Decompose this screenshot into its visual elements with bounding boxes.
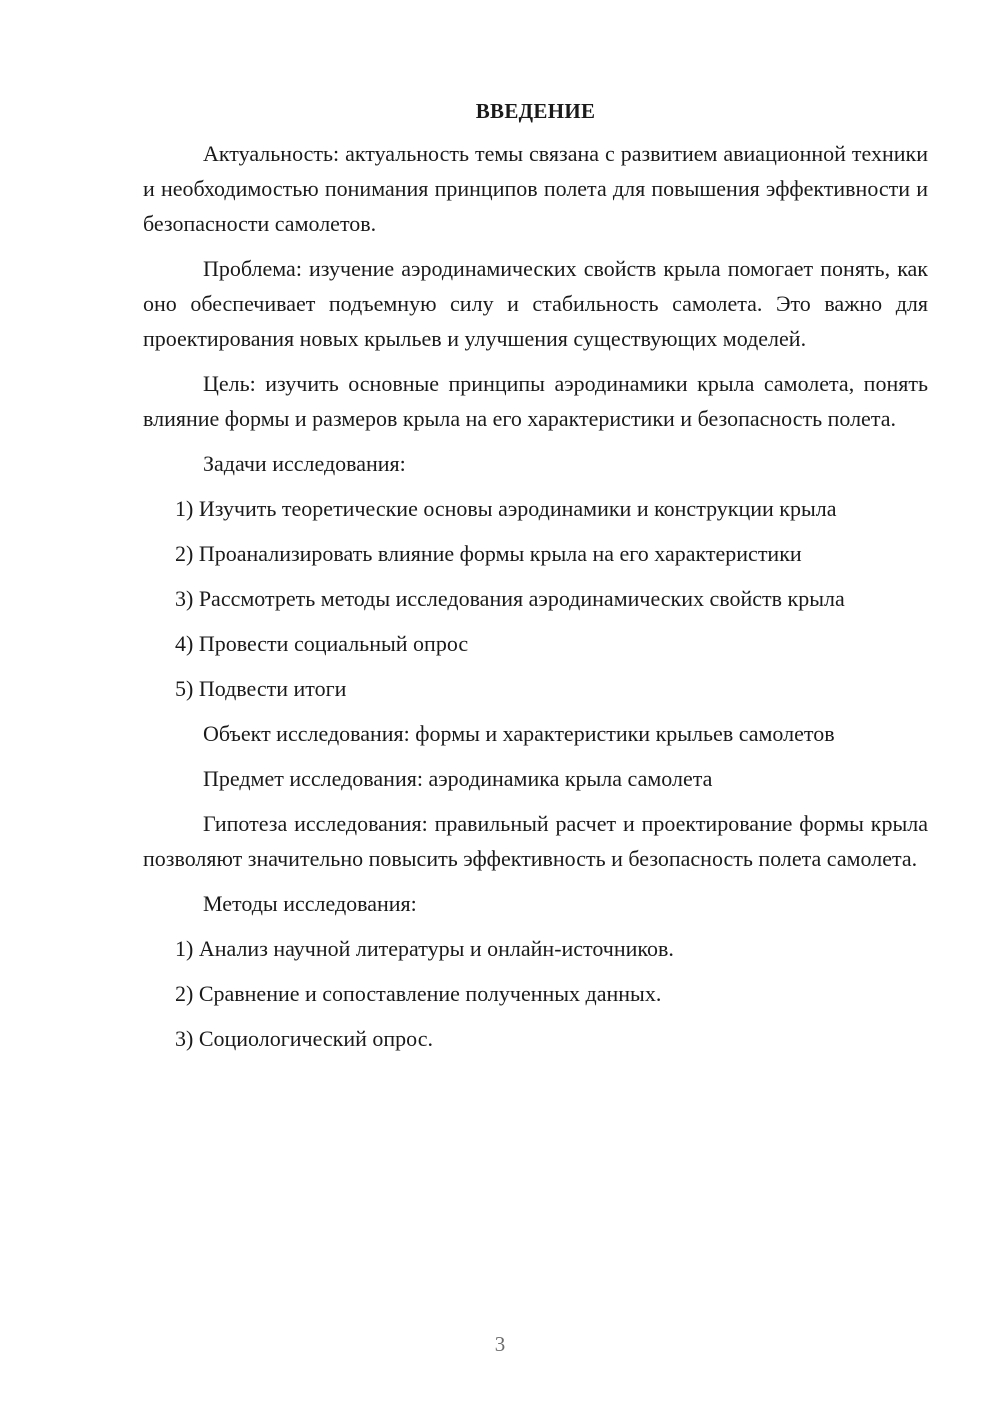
method-item: 1) Анализ научной литературы и онлайн-источников. — [175, 936, 674, 961]
page-title: ВВЕДЕНИЕ — [475, 99, 596, 123]
method-item: 2) Сравнение и сопоставление полученных данных. — [175, 981, 662, 1006]
page-number: 3 — [494, 1332, 506, 1356]
methods-heading: Методы исследования: — [203, 891, 417, 916]
task-item: 4) Провести социальный опрос — [175, 631, 469, 656]
research-subject: Предмет исследования: аэродинамика крыла самолета — [203, 766, 713, 791]
task-item: 2) Проанализировать влияние формы крыла на его характеристики — [175, 541, 802, 566]
method-item: 3) Социологический опрос. — [175, 1026, 433, 1051]
goal-paragraph: Цель: изучить основные принципы аэродинамики крыла самолета, понять влияние формы и размеров крыла на его характеристики и безопасность полета. — [143, 371, 928, 431]
relevance-paragraph: Актуальность: актуальность темы связана с развитием авиационной техники и необходимостью понимания принципов полета для повышения эффективности и безопасности самолетов. — [143, 141, 928, 236]
task-item: 3) Рассмотреть методы исследования аэродинамических свойств крыла — [175, 586, 845, 611]
document-page — [143, 96, 928, 1066]
task-item: 1) Изучить теоретические основы аэродинамики и конструкции крыла — [175, 496, 837, 521]
tasks-heading: Задачи исследования: — [203, 451, 406, 476]
hypothesis-paragraph: Гипотеза исследования: правильный расчет и проектирование формы крыла позволяют значительно повысить эффективность и безопасность полета самолета. — [143, 811, 928, 871]
task-item: 5) Подвести итоги — [175, 676, 347, 701]
problem-paragraph: Проблема: изучение аэродинамических свойств крыла помогает понять, как оно обеспечивает подъемную силу и стабильность самолета. Это важно для проектирования новых крыльев и улучшения существующих моделей. — [143, 256, 928, 351]
research-object: Объект исследования: формы и характеристики крыльев самолетов — [203, 721, 835, 746]
